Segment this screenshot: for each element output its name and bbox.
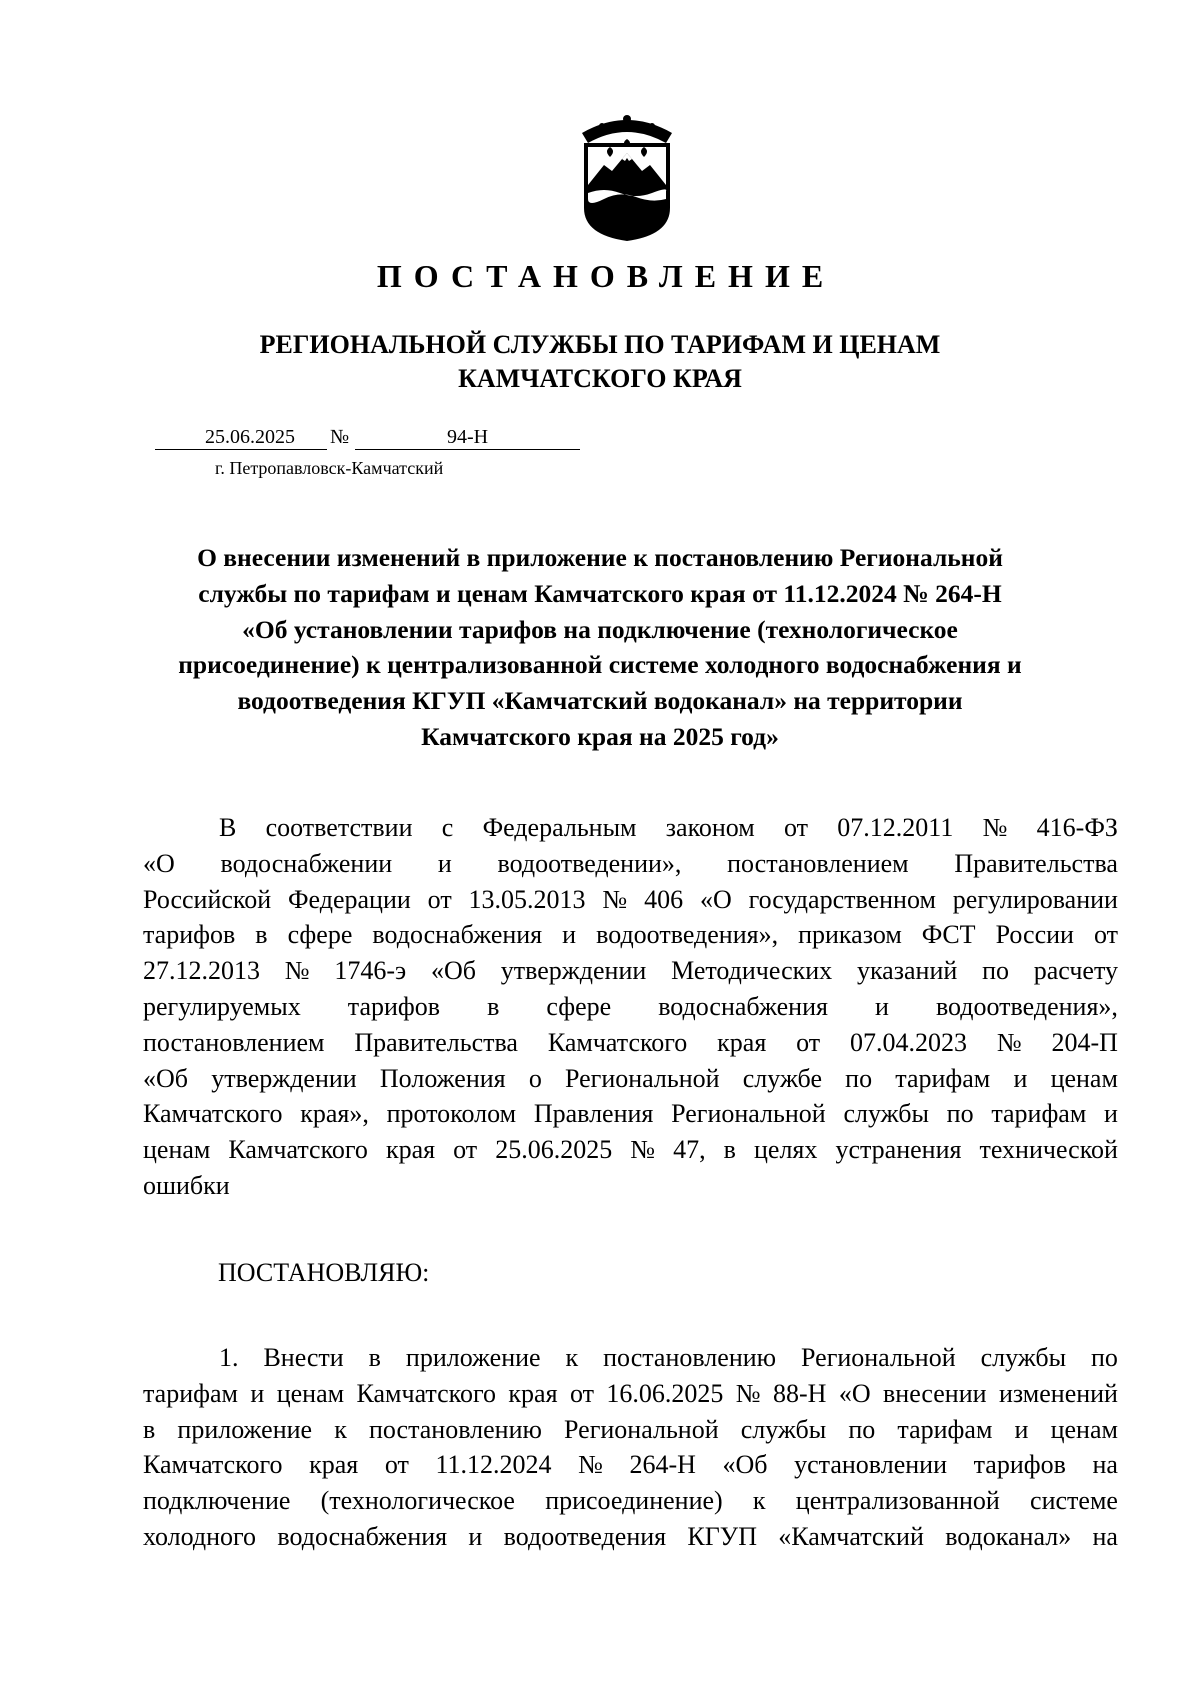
word: 07.04.2023 [850,1027,968,1057]
word: тарифов [973,1450,1066,1480]
shield-icon [584,139,670,241]
word: России [995,920,1074,950]
word: водоотведения [503,1521,667,1551]
word: по [982,956,1009,986]
word: и [562,920,577,950]
preamble-line [143,1061,1118,1097]
word: приложение [177,1414,313,1444]
word: Камчатского [547,1027,688,1057]
word: в [255,920,268,950]
word: Методических [671,956,833,986]
word: изменений [998,1378,1118,1408]
word: подключение [143,1486,291,1516]
item-1-line [143,1447,1118,1483]
word: Правительства [954,848,1118,878]
word: указаний [856,956,958,986]
word: «Об [143,1063,189,1093]
word: в [487,991,500,1021]
word: 13.05.2013 [468,884,586,914]
word: «Камчатский [778,1521,924,1551]
subject-line: присоединение) к централизованной системе холодного водоснабжения и [178,650,1022,680]
word: регулируемых [143,991,301,1021]
word: сфере [287,920,353,950]
word: края [717,1027,767,1057]
word: 1. [219,1343,239,1372]
word: Региональной [565,1063,720,1093]
word: края», [300,1099,369,1129]
document-subject-title [130,540,1070,755]
word: присоединение) [545,1486,723,1516]
word: 07.12.2011 [837,813,954,842]
word: к [334,1414,347,1444]
word: протоколом [386,1099,517,1129]
item-1-line [143,1412,1118,1448]
word: от [796,1027,821,1057]
word: Правительства [354,1027,518,1057]
word: расчету [1033,956,1118,986]
word: края [508,1378,558,1408]
preamble-line: ошибки [143,1170,230,1200]
word: № [602,884,628,914]
word: водоснабжения [372,920,543,950]
word: 16.06.2025 [606,1378,724,1408]
issuer-line: КАМЧАТСКОГО КРАЯ [458,364,742,393]
document-date: 25.06.2025 [155,425,327,450]
word: технической [979,1135,1118,1165]
word: Региональной [671,1099,826,1129]
item-1-paragraph [143,1340,1118,1555]
word: от [427,884,452,914]
word: постановлению [603,1343,777,1372]
word: приказом [798,920,902,950]
word: тарифам [895,1063,991,1093]
word: водоснабжения [277,1521,448,1551]
word: от [569,1378,594,1408]
word: ценам [143,1135,211,1165]
word: 47, [673,1135,706,1165]
word: № [996,1027,1022,1057]
word: № [630,1135,656,1165]
word: тарифам [991,1099,1087,1129]
word: в [143,1414,156,1444]
word: сфере [546,991,612,1021]
word: Камчатского [228,1135,368,1165]
word: В [219,813,237,842]
item-1-line [143,1519,1118,1555]
word: приложение [405,1343,541,1372]
word: «Об [430,956,476,986]
issuer-heading [0,328,1200,396]
word: службы [740,1414,827,1444]
preamble-line [143,1132,1118,1168]
word: «О [699,884,732,914]
issuer-line: РЕГИОНАЛЬНОЙ СЛУЖБЫ ПО ТАРИФАМ И ЦЕНАМ [259,330,941,359]
word: ФСТ [921,920,976,950]
word: № [284,956,310,986]
word: Федерации [288,884,411,914]
word: Положения [379,1063,506,1093]
word: целях [754,1135,818,1165]
word: регулировании [952,884,1118,914]
word: и [1013,1063,1028,1093]
preamble-line [143,810,1118,846]
word: от [784,813,809,842]
word: к [752,1486,766,1516]
item-1-line [143,1340,1118,1376]
word: службе [742,1063,822,1093]
word: водоотведения», [596,920,779,950]
word: и [250,1378,265,1408]
subject-line: Камчатского края на 2025 год» [421,721,779,751]
preamble-line [143,989,1118,1025]
word: № [578,1450,603,1480]
word: законом [665,813,755,842]
word: на [1092,1450,1118,1480]
word: Камчатского [356,1378,496,1408]
word: и [437,848,452,878]
word: № [982,813,1008,842]
word: холодного [143,1521,257,1551]
word: к [565,1343,579,1372]
word: Российской [143,884,272,914]
word: Камчатского [143,1099,283,1129]
word: службы [980,1343,1067,1372]
word: государственном [748,884,936,914]
word: ценам [1050,1414,1118,1444]
word: 204-П [1051,1027,1118,1057]
word: Внести [263,1343,344,1372]
preamble-line [143,953,1118,989]
word: Федеральным [482,813,637,842]
word: устранения [835,1135,962,1165]
word: в [368,1343,381,1372]
word: централизованной [795,1486,1000,1516]
word: и [1014,1414,1029,1444]
word: от [453,1135,478,1165]
preamble-line [143,882,1118,918]
word: Региональной [564,1414,719,1444]
word: ценам [276,1378,345,1408]
subject-line: службы по тарифам и ценам Камчатского края от 11.12.2024 № 264-Н [198,578,1002,608]
word: системе [1030,1486,1118,1516]
word: соответствии [265,813,413,842]
preamble-line [143,846,1118,882]
word: края [309,1450,359,1480]
word: тарифам [897,1414,993,1444]
word: утверждении [211,1063,357,1093]
number-sign: № [330,426,350,448]
word: водоотведения», [935,991,1118,1021]
subject-line: водоотведения КГУП «Камчатский водоканал» на территории [237,686,963,716]
word: 264-Н [629,1450,696,1480]
word: водоканал» [945,1521,1072,1551]
word: в [723,1135,736,1165]
item-1-line [143,1483,1118,1519]
resolve-heading: ПОСТАНОВЛЯЮ: [218,1258,430,1287]
word: с [441,813,454,842]
word: 11.12.2024 [435,1450,552,1480]
word: по [946,1099,974,1129]
word: установлении [794,1450,947,1480]
word: по [845,1063,873,1093]
word: «Об [722,1450,768,1480]
word: «О [838,1378,871,1408]
word: о [528,1063,542,1093]
word: «О [143,848,175,878]
word: водоснабжения [658,991,828,1021]
word: утверждении [500,956,647,986]
word: водоснабжении [220,848,393,878]
word: по [848,1414,876,1444]
preamble-paragraph [143,810,1118,1204]
word: 88-Н [773,1378,827,1408]
crown-icon [582,115,672,143]
document-number: 94-Н [355,425,580,450]
word: постановлению [368,1414,542,1444]
word: 27.12.2013 [143,956,260,986]
word: тарифов [347,991,441,1021]
word: тарифам [143,1378,238,1408]
word: Камчатского [143,1450,283,1480]
item-1-line [143,1376,1118,1412]
word: 416-ФЗ [1036,813,1118,842]
word: края [385,1135,436,1165]
word: на [1092,1521,1118,1551]
word: (технологическое [320,1486,515,1516]
word: от [1093,920,1118,950]
word: Правления [533,1099,654,1129]
word: внесении [883,1378,987,1408]
subject-line: О внесении изменений в приложение к постановлению Региональной [197,543,1003,572]
preamble-line [143,1025,1118,1061]
word: по [1091,1343,1118,1372]
word: и [1104,1099,1118,1129]
word: и [468,1521,483,1551]
word: постановлением [143,1027,325,1057]
preamble-line [143,1096,1118,1132]
word: 1746-э [334,956,407,986]
document-type-title: ПОСТАНОВЛЕНИЕ [376,258,836,294]
coat-of-arms-emblem [574,113,680,243]
word: КГУП [687,1521,757,1551]
word: 406 [644,884,684,914]
word: Региональной [801,1343,956,1372]
word: и [874,991,889,1021]
word: службы [843,1099,929,1129]
word: водоотведении», [497,848,682,878]
word: постановлением [727,848,909,878]
preamble-line [143,917,1118,953]
word: 25.06.2025 [495,1135,613,1165]
subject-line: «Об установлении тарифов на подключение (технологическое [242,614,958,644]
word: ценам [1050,1063,1118,1093]
word: от [384,1450,409,1480]
word: № [735,1378,761,1408]
document-city: г. Петропавловск-Камчатский [215,458,444,478]
word: тарифов [143,920,236,950]
